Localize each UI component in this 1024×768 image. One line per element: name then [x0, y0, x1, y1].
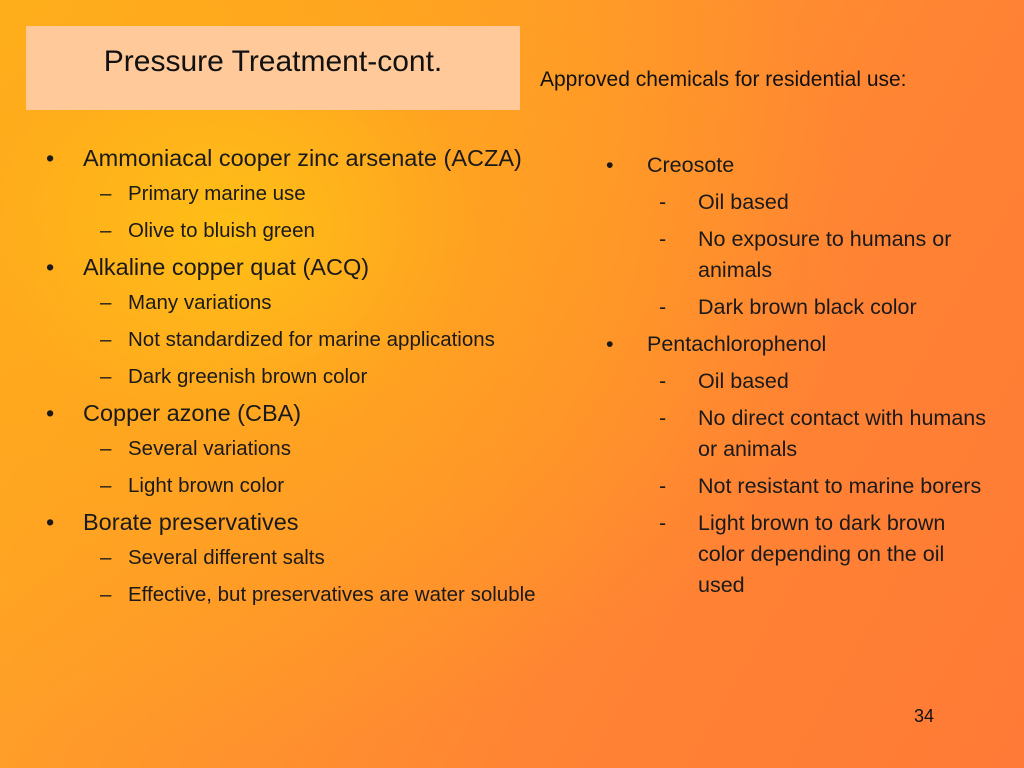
right-subitem	[606, 224, 986, 286]
right-subitem	[606, 292, 986, 323]
left-item-label: Copper azone (CBA)	[83, 400, 302, 426]
right-subitem-label: Oil based	[698, 369, 789, 393]
right-item-label: Pentachlorophenol	[647, 332, 827, 356]
left-item-cba	[46, 398, 596, 429]
right-list	[606, 150, 986, 601]
left-subitem	[46, 287, 596, 318]
left-subitem	[46, 178, 596, 209]
dash-icon: –	[100, 546, 112, 569]
dash-icon: -	[659, 474, 667, 498]
left-item-acq	[46, 252, 596, 283]
bullet-icon: •	[46, 400, 55, 426]
left-subitem-label: Dark greenish brown color	[128, 365, 368, 388]
right-subitem	[606, 471, 986, 502]
right-item-pentachlorophenol	[606, 329, 986, 360]
page-number: 34	[914, 706, 935, 726]
dash-icon: –	[100, 474, 112, 497]
right-item-creosote	[606, 150, 986, 181]
left-subitem	[46, 433, 596, 464]
bullet-icon: •	[46, 145, 55, 171]
dash-icon: –	[100, 291, 112, 314]
left-list	[46, 143, 596, 610]
dash-icon: –	[100, 437, 112, 460]
left-subitem	[46, 324, 596, 355]
right-subitem-label: No direct contact with humans or animals	[698, 406, 986, 461]
slide-subtitle: Approved chemicals for residential use:	[540, 68, 907, 91]
left-subitem	[46, 361, 596, 392]
left-item-label: Ammoniacal cooper zinc arsenate (ACZA)	[83, 145, 522, 171]
left-subitem-label: Primary marine use	[128, 182, 306, 205]
dash-icon: -	[659, 190, 667, 214]
dash-icon: -	[659, 227, 667, 251]
left-subitem-label: Several variations	[128, 437, 291, 460]
dash-icon: -	[659, 406, 667, 430]
left-subitem	[46, 470, 596, 501]
left-subitem-label: Effective, but preservatives are water soluble	[128, 583, 536, 606]
dash-icon: –	[100, 182, 112, 205]
left-subitem-label: Olive to bluish green	[128, 219, 315, 242]
left-subitem-label: Not standardized for marine applications	[128, 328, 495, 351]
right-subitem-label: Light brown to dark brown color depending on the oil used	[698, 511, 946, 597]
left-subitem-label: Several different salts	[128, 546, 325, 569]
bullet-icon: •	[606, 332, 614, 356]
dash-icon: –	[100, 219, 112, 242]
left-item-label: Borate preservatives	[83, 509, 299, 535]
left-item-acza	[46, 143, 596, 174]
bullet-icon: •	[46, 509, 55, 535]
right-column	[606, 150, 986, 607]
dash-icon: –	[100, 583, 112, 606]
right-subitem	[606, 187, 986, 218]
dash-icon: –	[100, 328, 112, 351]
left-subitem-label: Many variations	[128, 291, 272, 314]
dash-icon: -	[659, 295, 667, 319]
right-subitem-label: No exposure to humans or animals	[698, 227, 952, 282]
right-subitem-label: Dark brown black color	[698, 295, 917, 319]
bullet-icon: •	[606, 153, 614, 177]
right-item-label: Creosote	[647, 153, 735, 177]
left-item-borate	[46, 507, 596, 538]
left-subitem	[46, 215, 596, 246]
left-item-label: Alkaline copper quat (ACQ)	[83, 254, 370, 280]
left-column	[46, 143, 596, 616]
slide-title: Pressure Treatment-cont.	[103, 45, 443, 78]
left-subitem	[46, 542, 596, 573]
bullet-icon: •	[46, 254, 55, 280]
right-subitem	[606, 508, 986, 601]
right-subitem	[606, 403, 986, 465]
dash-icon: -	[659, 369, 667, 393]
title-box	[26, 26, 520, 110]
left-subitem-label: Light brown color	[128, 474, 285, 497]
right-subitem	[606, 366, 986, 397]
dash-icon: -	[659, 511, 667, 535]
left-subitem	[46, 579, 596, 610]
right-subitem-label: Oil based	[698, 190, 789, 214]
dash-icon: –	[100, 365, 112, 388]
right-subitem-label: Not resistant to marine borers	[698, 474, 982, 498]
